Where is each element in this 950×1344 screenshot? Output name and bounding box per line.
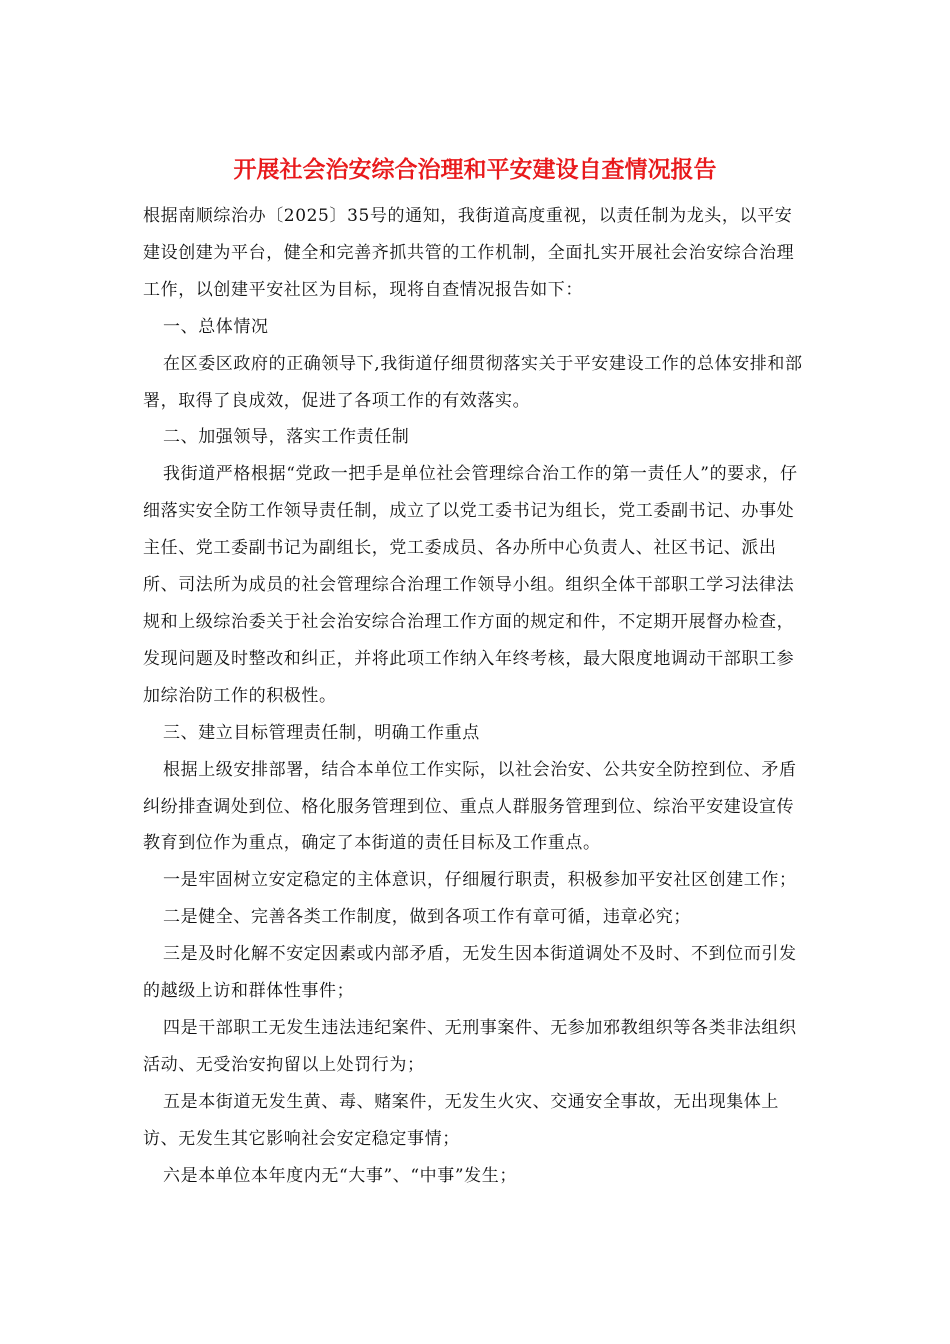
paragraph: 在区委区政府的正确领导下,我街道仔细贯彻落实关于平安建设工作的总体安排和部署，取得了良成效，促进了各项工作的有效落实。 [143, 353, 803, 411]
paragraph: 根据上级安排部署，结合本单位工作实际，以社会治安、公共安全防控到位、矛盾纠纷排查调处到位、格化服务管理到位、重点人群服务管理到位、综治平安建设宣传教育到位作为重点，确定了本街道的责任目标及工作重点。 [143, 759, 797, 854]
paragraph: 一、总体情况 [163, 316, 269, 337]
paragraph: 五是本街道无发生黄、毒、赌案件，无发生火灾、交通安全事故，无出现集体上访、无发生其它影响社会安定稳定事情； [143, 1091, 779, 1149]
paragraph: 四是干部职工无发生违法违纪案件、无刑事案件、无参加邪教组织等各类非法组织活动、无受治安拘留以上处罚行为； [143, 1017, 797, 1075]
paragraph: 一是牢固树立安定稳定的主体意识，仔细履行职责，积极参加平安社区创建工作； [163, 870, 797, 891]
document-title: 开展社会治安综合治理和平安建设自查情况报告 [233, 156, 717, 183]
document-body [143, 198, 807, 1194]
paragraph: 三是及时化解不安定因素或内部矛盾，无发生因本街道调处不及时、不到位而引发的越级上访和群体性事件； [143, 944, 797, 1002]
paragraph: 我街道严格根据“党政一把手是单位社会管理综合治工作的第一责任人”的要求，仔细落实安全防工作领导责任制，成立了以党工委书记为组长，党工委副书记、办事处主任、党工委副书记为副组长，党工委成员、各办所中心负责人、社区书记、派出所、司法所为成员的社会管理综合治理工作领导小组。组织全体干部职工学习法律法规和上级综治委关于社会治安综合治理工作方面的规定和件，不定期开展督办检查，发现问题及时整改和纠正，并将此项工作纳入年终考核，最大限度地调动干部职工参加综治防工作的积极性。 [143, 464, 798, 706]
paragraph: 三、建立目标管理责任制，明确工作重点 [163, 722, 480, 743]
paragraph: 根据南顺综治办〔2025〕35号的通知，我街道高度重视，以责任制为龙头，以平安建设创建为平台，健全和完善齐抓共管的工作机制，全面扎实开展社会治安综合治理工作，以创建平安社区为目标，现将自查情况报告如下： [143, 206, 795, 300]
paragraph: 二是健全、完善各类工作制度，做到各项工作有章可循，违章必究； [163, 907, 691, 928]
paragraph: 六是本单位本年度内无“大事”、“中事”发生； [163, 1165, 517, 1186]
paragraph: 二、加强领导，落实工作责任制 [163, 427, 410, 448]
